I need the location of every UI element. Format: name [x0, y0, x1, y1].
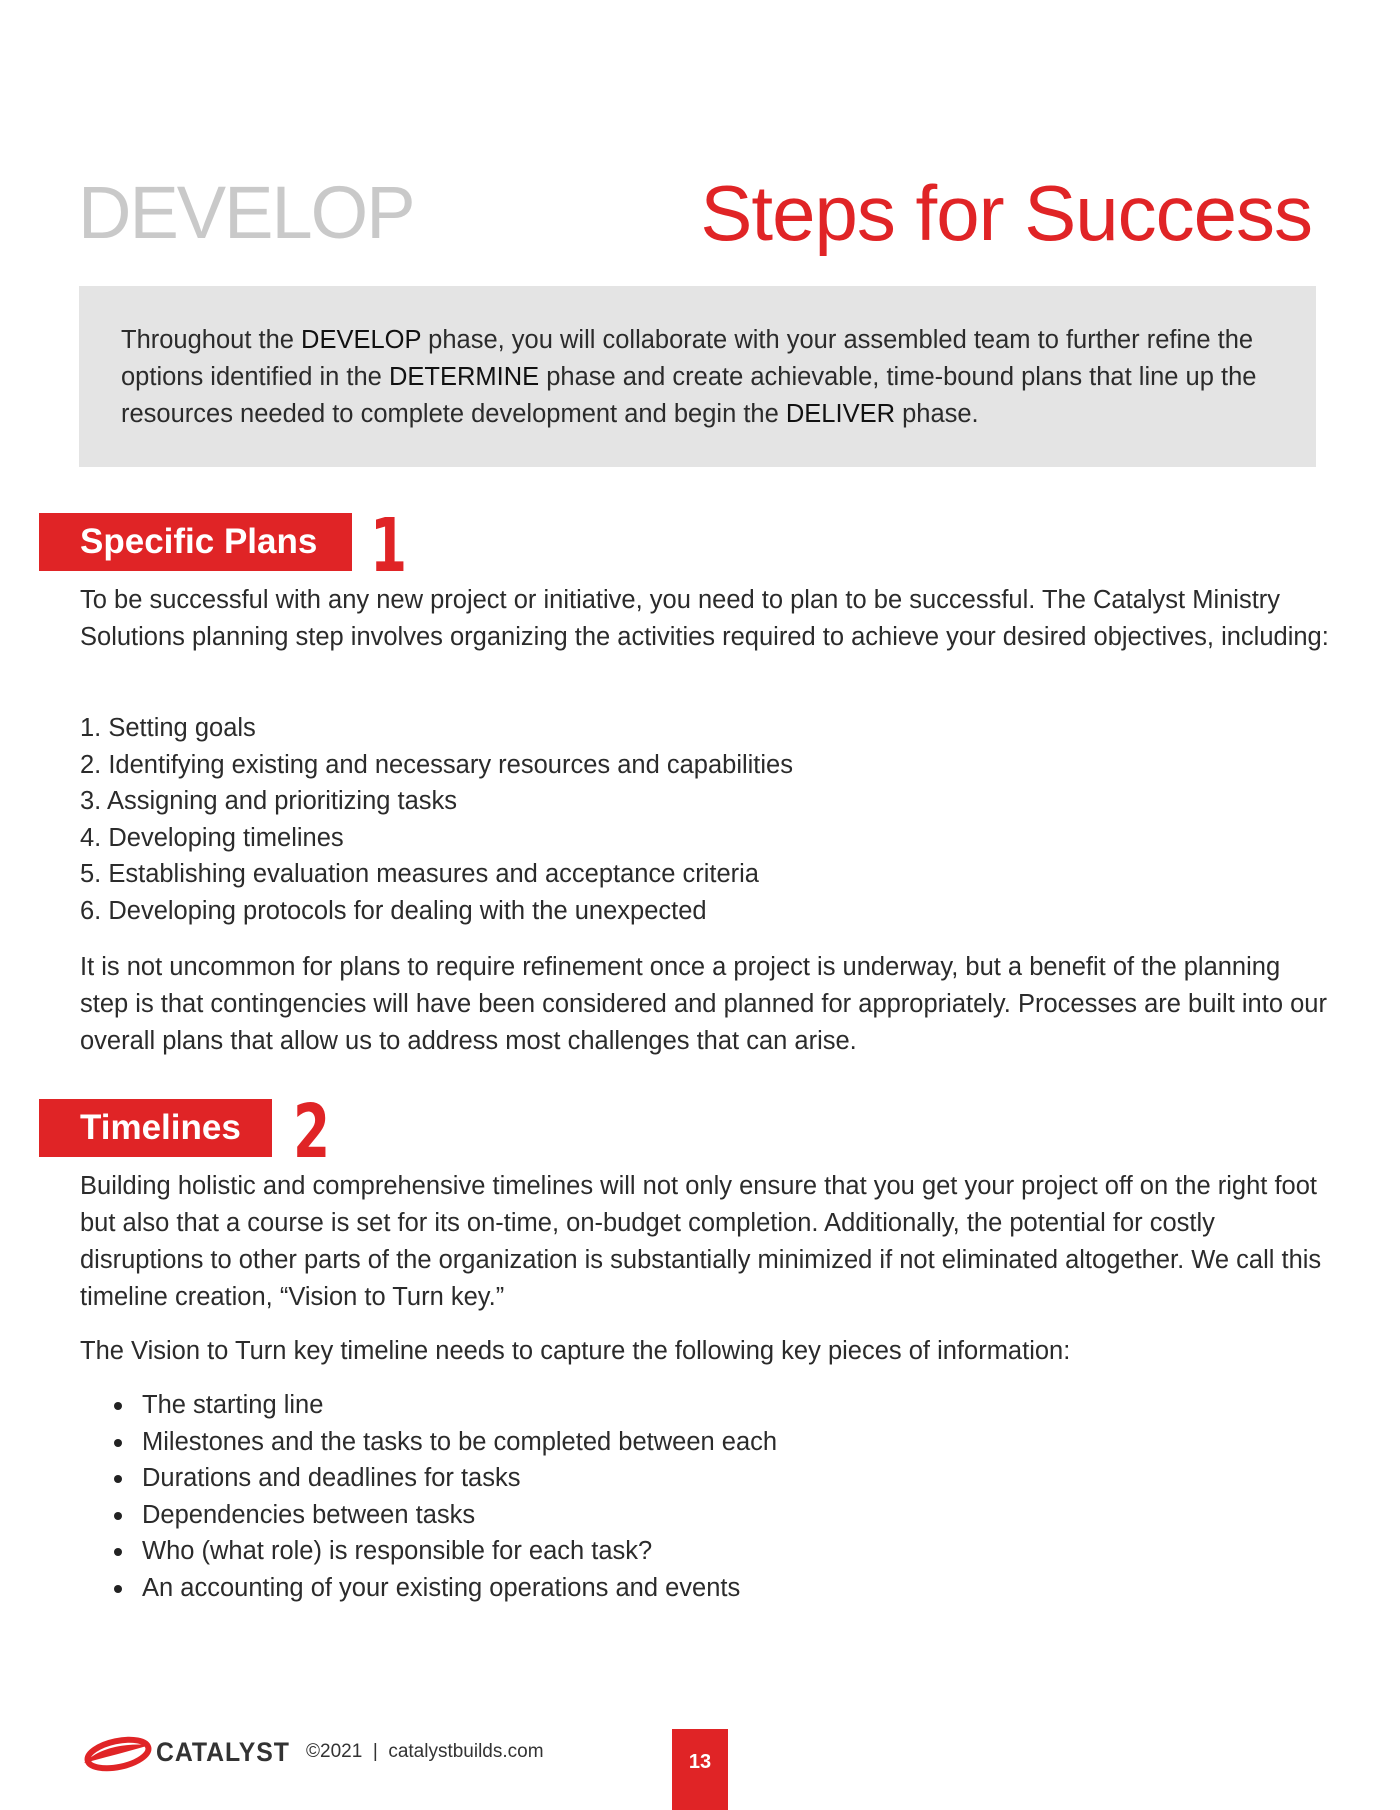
- list-item: [108, 1533, 777, 1570]
- list-item-text: Durations and deadlines for tasks: [142, 1464, 521, 1493]
- bullet-icon: [114, 1512, 122, 1520]
- intro-highlight-develop: DEVELOP: [301, 326, 422, 354]
- list-item-text: Milestones and the tasks to be completed between each: [142, 1427, 778, 1456]
- list-item: 4. Developing timelines: [80, 823, 344, 852]
- page-number-badge: 13: [672, 1729, 728, 1810]
- list-item: [108, 1497, 777, 1534]
- list-item: 5. Establishing evaluation measures and acceptance criteria: [80, 860, 759, 889]
- section-2-intro: Building holistic and comprehensive timelines will not only ensure that you get your project off on the right foot but also that a course is set for its on-time, on-budget completion. Additionally, the potential for costly disruptions to other parts of the organization is substantially minimized if not eliminated altogether. We call this timeline creation, “Vision to Turn key.”: [80, 1172, 1322, 1311]
- list-item: 2. Identifying existing and necessary resources and capabilities: [80, 750, 793, 779]
- section-1-outro: It is not uncommon for plans to require refinement once a project is underway, but a benefit of the planning step is that contingencies will have been considered and planned for appropriately. Processes are built into our overall plans that allow us to address most challenges that can arise.: [80, 953, 1327, 1055]
- bullet-icon: [114, 1402, 122, 1410]
- list-item-text: The starting line: [142, 1391, 324, 1419]
- bullet-icon: [114, 1439, 122, 1447]
- bullet-icon: [114, 1475, 122, 1483]
- page-title: Steps for Success: [700, 169, 1312, 257]
- intro-text: phase.: [895, 400, 979, 428]
- footer-copyright: ©2021 | catalystbuilds.com: [306, 1741, 544, 1762]
- list-item: [108, 1460, 777, 1497]
- section-tab-specific-plans: Specific Plans: [39, 513, 352, 571]
- intro-text: phase and create achievable, time-bound plans that line up the resources needed to complete development and begin the: [121, 363, 1257, 428]
- section-1-intro: To be successful with any new project or initiative, you need to plan to be successful. The Catalyst Ministry Solutions planning step involves organizing the activities required to achieve your desired objectives, including:: [80, 586, 1329, 651]
- list-item-text: Dependencies between tasks: [142, 1500, 476, 1529]
- section-tab-timelines: Timelines: [39, 1099, 272, 1157]
- phase-label: DEVELOP: [78, 171, 414, 254]
- timeline-bullet-list: [108, 1387, 777, 1607]
- section-number-2: 2: [293, 1089, 331, 1175]
- list-item: 3. Assigning and prioritizing tasks: [80, 787, 458, 816]
- intro-text: phase, you will collaborate with your assembled team to further refine the options identified in the: [121, 326, 1254, 391]
- bullet-icon: [114, 1585, 122, 1593]
- section-2-lead: The Vision to Turn key timeline needs to capture the following key pieces of information:: [80, 1337, 1071, 1365]
- intro-box: [79, 286, 1316, 467]
- intro-text: Throughout the: [121, 326, 302, 354]
- list-item: 6. Developing protocols for dealing with the unexpected: [80, 896, 707, 925]
- list-item: 1. Setting goals: [80, 714, 256, 742]
- list-item: [108, 1387, 777, 1424]
- list-item: [108, 1570, 777, 1607]
- list-item-text: An accounting of your existing operations and events: [142, 1573, 741, 1602]
- footer-brand: CATALYST: [156, 1737, 290, 1767]
- intro-highlight-deliver: DELIVER: [785, 400, 895, 428]
- section-number-1: 1: [370, 503, 408, 589]
- catalyst-logo-icon: [80, 1733, 152, 1775]
- list-item-text: Who (what role) is responsible for each task?: [142, 1537, 653, 1566]
- bullet-icon: [114, 1548, 122, 1556]
- specific-plans-list: [80, 710, 793, 930]
- list-item: [108, 1424, 777, 1461]
- intro-highlight-determine: DETERMINE: [388, 363, 540, 391]
